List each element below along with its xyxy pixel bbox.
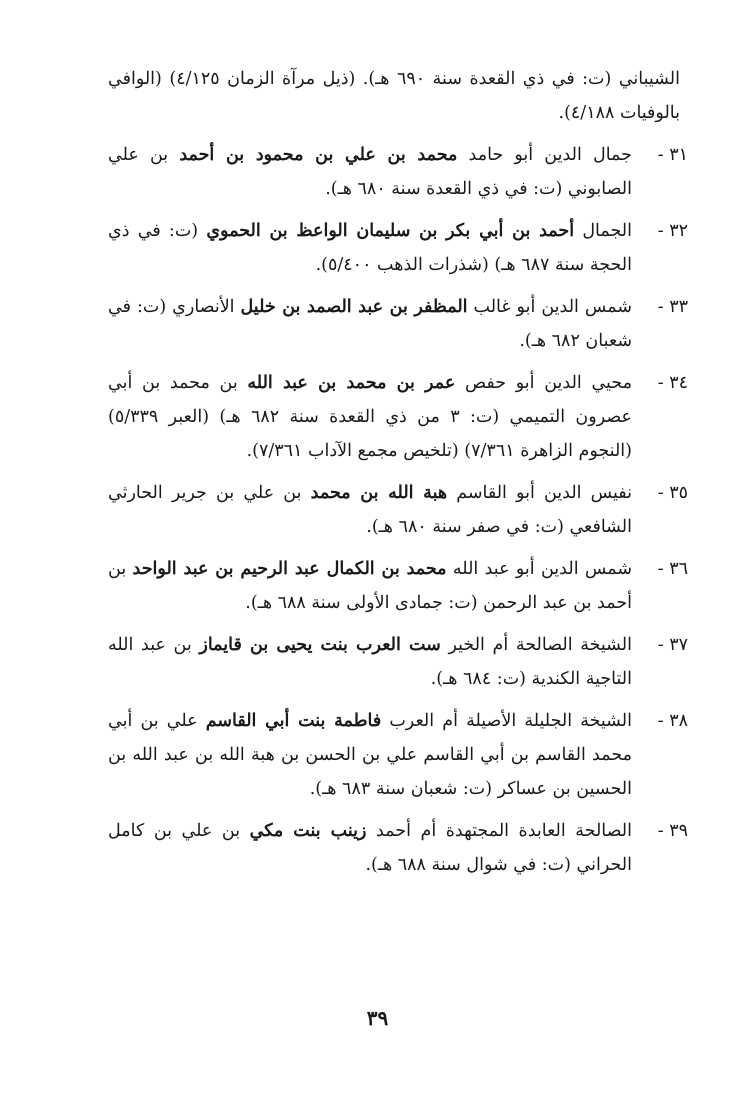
continuation-paragraph: الشيباني (ت: في ذي القعدة سنة ٦٩٠ هـ). (ذيل مرآة الزمان ٤/١٢٥) (الوافي بالوفيات ٤/١٨٨). (108, 69, 680, 123)
entry-text (108, 704, 632, 806)
entry-suffix: (ت: في ذي الحجة سنة ٦٨٧ هـ) (شذرات الذهب ٥/٤٠٠). (108, 221, 632, 275)
entry-prefix: نفيس الدين أبو القاسم (447, 483, 632, 503)
entry-name: هبة الله بن محمد (310, 483, 448, 503)
entry-prefix: الشيخة الصالحة أم الخير (440, 635, 632, 655)
entry-text (108, 814, 632, 882)
entry-34 (108, 366, 688, 468)
entry-number: ٣٩ - (657, 821, 688, 841)
entry-number: ٣١ - (657, 145, 688, 165)
entry-39 (108, 814, 688, 882)
entry-suffix: الأنصاري (ت: في شعبان ٦٨٢ هـ). (108, 297, 632, 351)
entry-33 (108, 290, 688, 358)
entry-number: ٣٢ - (657, 221, 688, 241)
entry-37 (108, 628, 688, 696)
entry-prefix: الشيخة الجليلة الأصيلة أم العرب (381, 711, 632, 731)
entry-name: محمد بن علي بن محمود بن أحمد (179, 145, 458, 165)
entry-prefix: الجمال (574, 221, 633, 241)
entry-name: المظفر بن عبد الصمد بن خليل (240, 297, 468, 317)
entry-text (108, 552, 632, 620)
entry-text (108, 628, 632, 696)
entry-suffix: بن عبد الله التاجية الكندية (ت: ٦٨٤ هـ). (108, 635, 632, 689)
entry-text (108, 214, 632, 282)
entry-suffix: بن محمد بن أبي عصرون التميمي (ت: ٣ من ذي القعدة سنة ٦٨٢ هـ) (العبر ٥/٣٣٩) (النجوم الزاهرة ٧/٣٦١) (تلخيص مجمع الآداب ٧/٣٦١). (108, 373, 632, 461)
entry-number: ٣٤ - (657, 373, 688, 393)
entry-suffix: بن علي بن كامل الحراني (ت: في شوال سنة ٦٨٨ هـ). (108, 821, 632, 875)
entry-number: ٣٨ - (657, 711, 688, 731)
entry-prefix: شمس الدين أبو عبد الله (446, 559, 632, 579)
entry-suffix: علي بن أبي محمد القاسم بن أبي القاسم علي بن الحسن بن هبة الله بن عبد الله بن الحسين بن عساكر (ت: شعبان سنة ٦٨٣ هـ). (108, 711, 632, 799)
entry-name: عمر بن محمد بن عبد الله (247, 373, 456, 393)
entry-number: ٣٧ - (657, 635, 688, 655)
entry-prefix: شمس الدين أبو غالب (467, 297, 632, 317)
entry-38 (108, 704, 688, 806)
entry-35 (108, 476, 688, 544)
entry-number: ٣٥ - (657, 483, 688, 503)
entry-text (108, 138, 632, 206)
entry-text (108, 476, 632, 544)
entry-36 (108, 552, 688, 620)
entry-prefix: محيي الدين أبو حفص (455, 373, 632, 393)
entry-suffix: بن علي بن جرير الحارثي الشافعي (ت: في صفر سنة ٦٨٠ هـ). (108, 483, 632, 537)
entry-suffix: بن أحمد بن عبد الرحمن (ت: جمادى الأولى سنة ٦٨٨ هـ). (108, 559, 632, 613)
entry-name: أحمد بن أبي بكر بن سليمان الواعظ بن الحموي (206, 221, 575, 241)
entry-number: ٣٣ - (657, 297, 688, 317)
entry-suffix: بن علي الصابوني (ت: في ذي القعدة سنة ٦٨٠ هـ). (108, 145, 632, 199)
entry-name: زينب بنت مكي (249, 821, 367, 841)
page-number: ٣٩ (366, 1006, 389, 1030)
entry-number: ٣٦ - (657, 559, 688, 579)
entry-name: فاطمة بنت أبي القاسم (205, 711, 382, 731)
entry-name: ست العرب بنت يحيى بن قايماز (199, 635, 441, 655)
entry-prefix: الصالحة العابدة المجتهدة أم أحمد (366, 821, 632, 841)
entry-text (108, 366, 632, 468)
page-text (108, 62, 688, 890)
entry-32 (108, 214, 688, 282)
entry-text (108, 290, 632, 358)
entry-name: محمد بن الكمال عبد الرحيم بن عبد الواحد (132, 559, 447, 579)
entry-31 (108, 138, 688, 206)
entry-prefix: جمال الدين أبو حامد (457, 145, 632, 165)
